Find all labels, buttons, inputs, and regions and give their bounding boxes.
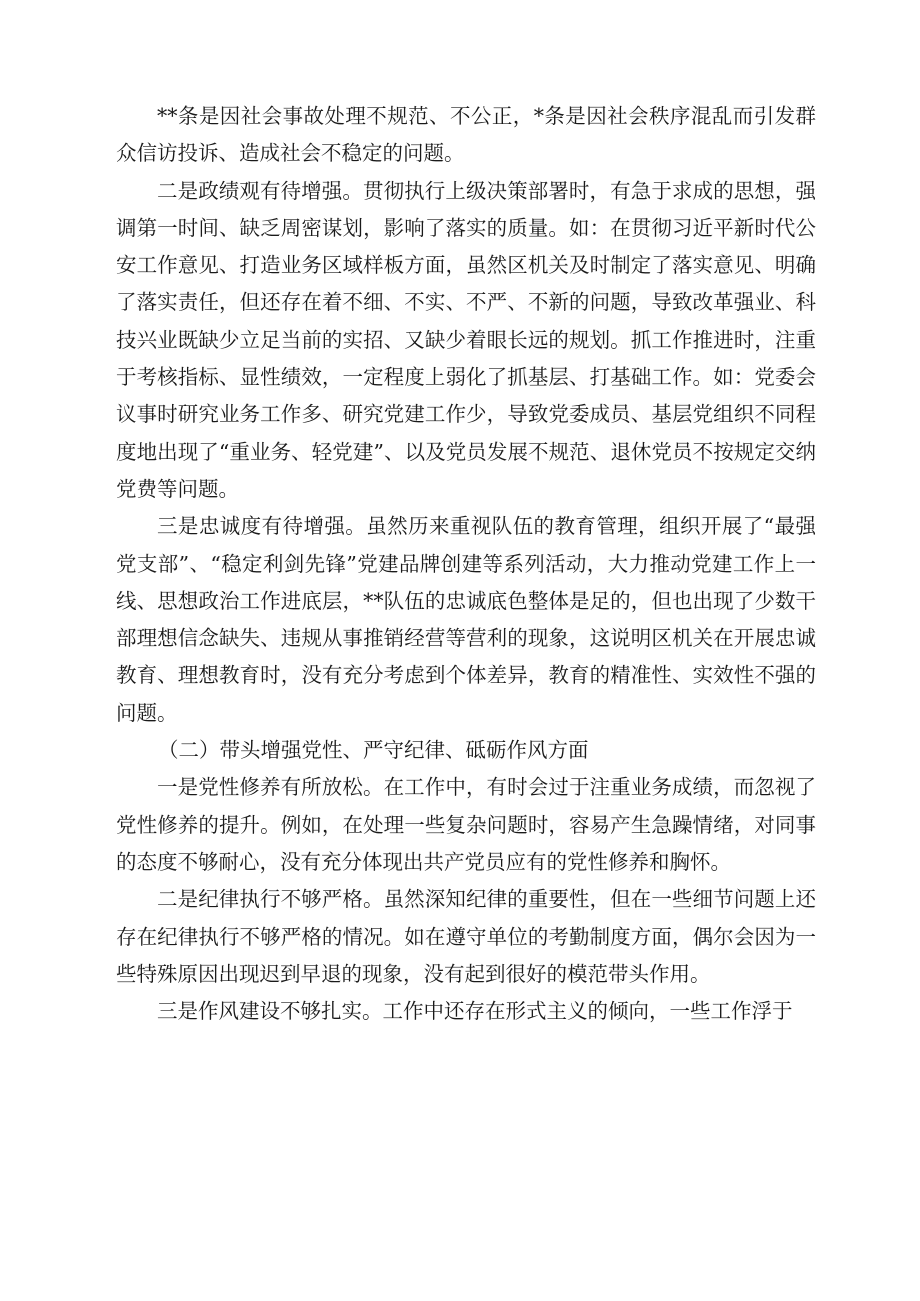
paragraph-incidents: **条是因社会事故处理不规范、不公正，*条是因社会秩序混乱而引发群众信访投诉、造成社会不稳定的问题。 — [116, 104, 816, 166]
document-body — [116, 98, 816, 1030]
paragraph-party-spirit: 一是党性修养有所放松。在工作中，有时会过于注重业务成绩，而忽视了党性修养的提升。例如，在处理一些复杂问题时，容易产生急躁情绪，对同事的态度不够耐心，没有充分体现出共产党员应有的党性修养和胸怀。 — [116, 775, 816, 874]
paragraph-loyalty: 三是忠诚度有待增强。虽然历来重视队伍的教育管理，组织开展了“最强党支部”、“稳定利剑先锋”党建品牌创建等系列活动，大力推动党建工作上一线、思想政治工作进底层，**队伍的忠诚底色整体是足的，但也出现了少数干部理想信念缺失、违规从事推销经营等营利的现象，这说明区机关在开展忠诚教育、理想教育时，没有充分考虑到个体差异，教育的精准性、实效性不强的问题。 — [116, 514, 816, 725]
section-heading: （二）带头增强党性、严守纪律、砥砺作风方面 — [158, 738, 589, 763]
paragraph-work-style: 三是作风建设不够扎实。工作中还存在形式主义的倾向，一些工作浮于 — [157, 999, 793, 1024]
paragraph-discipline: 二是纪律执行不够严格。虽然深知纪律的重要性，但在一些细节问题上还存在纪律执行不够严格的情况。如在遵守单位的考勤制度方面，偶尔会因为一些特殊原因出现迟到早退的现象，没有起到很好的模范带头作用。 — [116, 887, 816, 986]
paragraph-performance-view: 二是政绩观有待增强。贯彻执行上级决策部署时，有急于求成的思想，强调第一时间、缺乏周密谋划，影响了落实的质量。如：在贯彻习近平新时代公安工作意见、打造业务区域样板方面，虽然区机关及时制定了落实意见、明确了落实责任，但还存在着不细、不实、不严、不新的问题，导致改革强业、科技兴业既缺少立足当前的实招、又缺少着眼长远的规划。抓工作推进时，注重于考核指标、显性绩效，一定程度上弱化了抓基层、打基础工作。如：党委会议事时研究业务工作多、研究党建工作少，导致党委成员、基层党组织不同程度地出现了“重业务、轻党建”、以及党员发展不规范、退休党员不按规定交纳党费等问题。 — [116, 178, 816, 501]
